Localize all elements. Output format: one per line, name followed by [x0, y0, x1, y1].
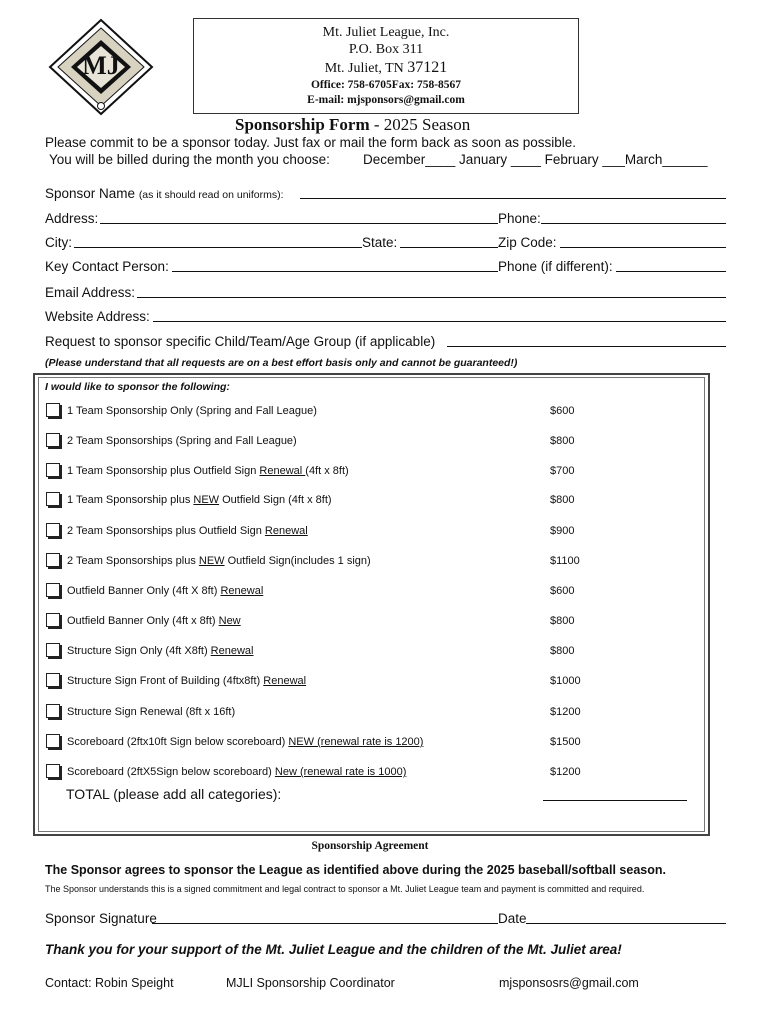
sponsorship-option[interactable]	[46, 583, 646, 603]
sponsorship-option[interactable]	[46, 492, 646, 512]
option-price: $800	[550, 494, 575, 506]
sponsorship-option[interactable]	[46, 523, 646, 543]
city-state: Mt. Juliet, TN	[324, 61, 404, 76]
disclaimer: (Please understand that all requests are on a best effort basis only and cannot be guaranteed!)	[45, 357, 518, 369]
city-label: City:	[45, 235, 72, 250]
sponsor-name-label	[45, 186, 284, 201]
option-label-underlined: New (renewal rate is 1000)	[274, 766, 407, 778]
option-label-text: 1 Team Sponsorship plus	[67, 494, 194, 506]
zip-field[interactable]	[560, 247, 726, 248]
option-label-text: 2 Team Sponsorships plus Outfield Sign	[67, 525, 265, 537]
sponsorship-option[interactable]	[46, 463, 646, 483]
phone-label: Phone:	[498, 211, 541, 226]
option-label-underlined: Renewal	[220, 585, 264, 597]
letterhead-box	[193, 18, 579, 114]
request-field[interactable]	[447, 346, 726, 347]
option-label-underlined: New	[218, 615, 241, 627]
sponsorship-option[interactable]	[46, 734, 646, 754]
option-checkbox[interactable]	[46, 492, 60, 506]
state-field[interactable]	[400, 247, 498, 248]
option-price: $600	[550, 405, 575, 417]
intro-line-2: You will be billed during the month you choose:	[49, 152, 330, 167]
option-label-underlined: Renewal	[259, 465, 306, 477]
option-label-text: 1 Team Sponsorship Only (Spring and Fall League)	[67, 405, 317, 417]
options-heading: I would like to sponsor the following:	[45, 381, 230, 393]
total-label: TOTAL (please add all categories):	[66, 786, 282, 802]
option-label	[67, 585, 263, 597]
form-title	[235, 115, 470, 135]
option-label	[67, 645, 253, 657]
intro-line-1: Please commit to be a sponsor today. Just fax or mail the form back as soon as possible.	[45, 135, 577, 150]
option-label-text: Structure Sign Renewal (8ft x 16ft)	[67, 706, 236, 718]
option-checkbox[interactable]	[46, 463, 60, 477]
option-checkbox[interactable]	[46, 734, 60, 748]
org-name: Mt. Juliet League, Inc.	[322, 25, 450, 40]
zip-label: Zip Code:	[498, 235, 557, 250]
signature-label: Sponsor Signature	[45, 911, 157, 926]
phone-field[interactable]	[541, 223, 726, 224]
contact-role: MJLI Sponsorship Coordinator	[226, 976, 395, 990]
email-label: Email Address:	[45, 285, 136, 300]
option-label-text: Scoreboard (2ftX5Sign below scoreboard)	[67, 766, 275, 778]
email-field[interactable]	[137, 297, 726, 298]
option-label-text: Structure Sign Front of Building (4ftx8ft)	[67, 675, 264, 687]
option-price: $1200	[550, 706, 581, 718]
sponsorship-option[interactable]	[46, 403, 646, 423]
agreement-statement: The Sponsor agrees to sponsor the League as identified above during the 2025 baseball/softball season.	[45, 863, 666, 877]
agreement-contract-note: The Sponsor understands this is a signed commitment and legal contract to sponsor a Mt. Juliet League team and payment is committed and required.	[45, 884, 645, 894]
agreement-heading: Sponsorship Agreement	[311, 840, 429, 852]
option-label	[67, 525, 308, 537]
option-label-text: 1 Team Sponsorship plus Outfield Sign	[67, 465, 260, 477]
alt-phone-field[interactable]	[616, 271, 726, 272]
address-label: Address:	[45, 211, 99, 226]
option-label-text: Outfield Banner Only (4ft x 8ft)	[67, 615, 219, 627]
sponsor-name-field[interactable]	[300, 198, 726, 199]
option-label-underlined: NEW	[198, 555, 225, 567]
address-field[interactable]	[100, 223, 498, 224]
option-label	[67, 675, 306, 687]
form-title-season: - 2025 Season	[369, 115, 471, 134]
sponsorship-option[interactable]	[46, 704, 646, 724]
option-label-suffix: Outfield Sign(includes 1 sign)	[224, 555, 371, 567]
option-price: $900	[550, 525, 575, 537]
option-price: $700	[550, 465, 575, 477]
option-checkbox[interactable]	[46, 403, 60, 417]
sponsorship-option[interactable]	[46, 553, 646, 573]
date-label: Date	[498, 911, 527, 926]
option-checkbox[interactable]	[46, 553, 60, 567]
contact-email[interactable]: mjsponsosrs@gmail.com	[499, 976, 639, 990]
sponsorship-option[interactable]	[46, 433, 646, 453]
key-contact-label: Key Contact Person:	[45, 259, 169, 274]
option-label-suffix: (4ft x 8ft)	[305, 465, 349, 477]
option-label-text: Structure Sign Only (4ft X8ft)	[67, 645, 211, 657]
option-label	[67, 435, 297, 447]
option-checkbox[interactable]	[46, 613, 60, 627]
option-label-underlined: Renewal	[264, 525, 308, 537]
sponsor-name-note: (as it should read on uniforms):	[138, 189, 284, 201]
office-fax: Office: 758-6705Fax: 758-8567	[310, 79, 462, 91]
po-box: P.O. Box 311	[348, 42, 424, 57]
option-label-underlined: NEW	[193, 494, 220, 506]
date-field[interactable]	[526, 923, 726, 924]
option-price: $1500	[550, 736, 581, 748]
sponsorship-option[interactable]	[46, 643, 646, 663]
option-label-underlined: Renewal	[263, 675, 307, 687]
sponsor-name-text: Sponsor Name	[45, 186, 136, 201]
option-checkbox[interactable]	[46, 704, 60, 718]
option-label-underlined: NEW (renewal rate is 1200)	[288, 736, 424, 748]
option-label-text: Outfield Banner Only (4ft X 8ft)	[67, 585, 221, 597]
signature-field[interactable]	[152, 923, 498, 924]
option-label-text: 2 Team Sponsorships (Spring and Fall League)	[67, 435, 297, 447]
option-price: $1000	[550, 675, 581, 687]
option-checkbox[interactable]	[46, 764, 60, 778]
sponsorship-option[interactable]	[46, 673, 646, 693]
website-label: Website Address:	[45, 309, 150, 324]
option-label	[67, 766, 406, 778]
total-field[interactable]	[543, 800, 687, 801]
website-field[interactable]	[153, 321, 726, 322]
sponsorship-option[interactable]	[46, 764, 646, 784]
option-price: $800	[550, 615, 575, 627]
option-label	[67, 405, 317, 417]
option-price: $800	[550, 645, 575, 657]
city-field[interactable]	[74, 247, 362, 248]
option-price: $1200	[550, 766, 581, 778]
option-label	[67, 706, 235, 718]
state-label: State:	[362, 235, 398, 250]
option-label-text: Scoreboard (2ftx10ft Sign below scoreboard)	[67, 736, 289, 748]
header-email: E-mail: mjsponsors@gmail.com	[307, 94, 465, 106]
request-label: Request to sponsor specific Child/Team/Age Group (if applicable)	[45, 334, 436, 349]
option-price: $800	[550, 435, 575, 447]
option-checkbox[interactable]	[46, 433, 60, 447]
form-title-main: Sponsorship Form	[235, 115, 370, 134]
sponsorship-option[interactable]	[46, 613, 646, 633]
option-checkbox[interactable]	[46, 673, 60, 687]
option-price: $1100	[550, 555, 580, 567]
zip-code: 37121	[407, 59, 448, 76]
key-contact-field[interactable]	[172, 271, 498, 272]
option-label	[67, 615, 241, 627]
option-checkbox[interactable]	[46, 643, 60, 657]
option-label	[67, 494, 332, 506]
option-label	[67, 555, 371, 567]
thank-you-note: Thank you for your support of the Mt. Juliet League and the children of the Mt. Juliet area!	[45, 942, 622, 957]
billing-months[interactable]: December____ January ____ February ___March______	[363, 152, 708, 167]
city-state-zip	[194, 59, 578, 77]
option-label	[67, 465, 349, 477]
contact-name: Contact: Robin Speight	[45, 976, 174, 990]
option-label-suffix: Outfield Sign (4ft x 8ft)	[219, 494, 332, 506]
option-checkbox[interactable]	[46, 523, 60, 537]
alt-phone-label: Phone (if different):	[498, 259, 613, 274]
option-checkbox[interactable]	[46, 583, 60, 597]
league-logo	[48, 18, 154, 116]
option-label-underlined: Renewal	[210, 645, 254, 657]
option-label	[67, 736, 423, 748]
option-label-text: 2 Team Sponsorships plus	[67, 555, 199, 567]
logo-monogram: MJ	[82, 51, 120, 80]
option-price: $600	[550, 585, 575, 597]
